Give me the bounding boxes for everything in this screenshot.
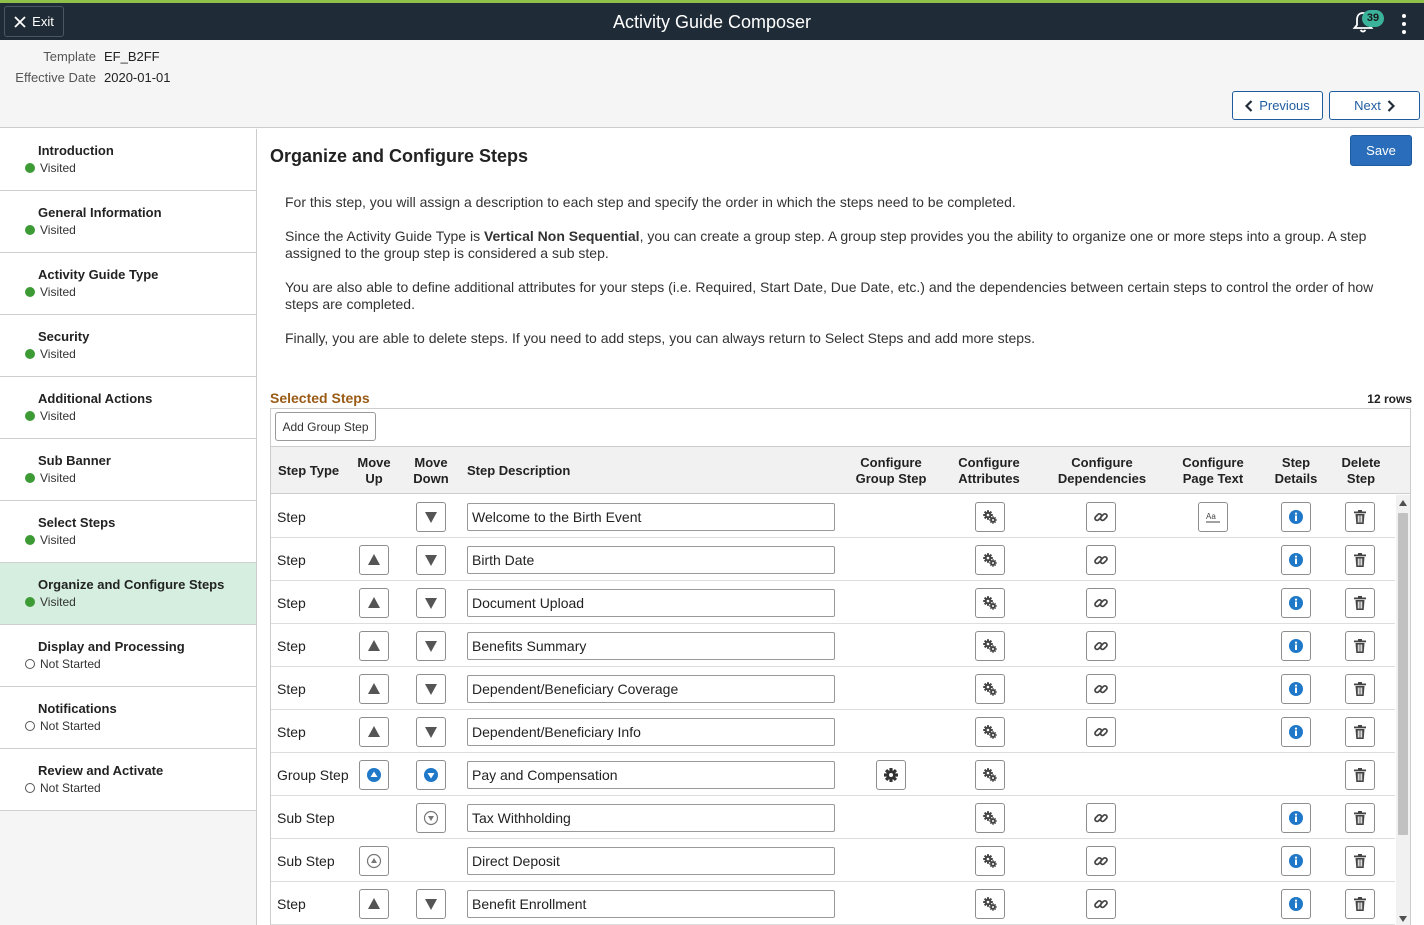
step-details-button[interactable] <box>1281 631 1311 661</box>
triangle-up-icon <box>367 725 381 739</box>
configure-attributes-button[interactable] <box>975 803 1005 833</box>
delete-step-button[interactable] <box>1345 674 1375 704</box>
configure-dependencies-button[interactable] <box>1086 502 1116 532</box>
triangle-up-icon <box>367 596 381 610</box>
sidebar-item-security[interactable] <box>0 315 256 377</box>
step-row <box>271 753 1395 796</box>
sidebar-item-sub-banner[interactable] <box>0 439 256 501</box>
sidebar-item-review-and-activate[interactable] <box>0 749 256 811</box>
move-up-button[interactable] <box>359 760 389 790</box>
link-icon <box>1093 552 1109 568</box>
triangle-up-icon <box>367 553 381 567</box>
configure-page-text-button[interactable] <box>1198 502 1228 532</box>
step-row <box>271 538 1395 581</box>
trash-icon <box>1353 552 1367 568</box>
configure-dependencies-button[interactable] <box>1086 674 1116 704</box>
intro-paragraph-4: Finally, you are able to delete steps. If you need to add steps, you can always return to Select Steps and add more steps. <box>285 330 1035 346</box>
step-row <box>271 882 1395 925</box>
step-row <box>271 495 1395 538</box>
configure-attributes-button[interactable] <box>975 588 1005 618</box>
col-configure-page-text <box>1164 447 1262 495</box>
sidebar-item-status: Not Started <box>40 657 101 671</box>
configure-dependencies-button[interactable] <box>1086 846 1116 876</box>
delete-step-button[interactable] <box>1345 803 1375 833</box>
sidebar-item-status: Not Started <box>40 719 101 733</box>
sidebar-item-label: Activity Guide Type <box>38 267 159 282</box>
configure-attributes-button[interactable] <box>975 502 1005 532</box>
delete-step-button[interactable] <box>1345 502 1375 532</box>
selected-steps-title: Selected Steps <box>270 390 370 406</box>
sidebar-item-status: Not Started <box>40 781 101 795</box>
move-down-button[interactable] <box>416 674 446 704</box>
delete-step-button[interactable] <box>1345 717 1375 747</box>
step-description-input[interactable] <box>467 675 835 703</box>
triangle-up-icon <box>367 897 381 911</box>
col-cfg-page-line2: Page Text <box>1182 471 1244 486</box>
step-row <box>271 667 1395 710</box>
not-started-status-icon <box>25 659 35 669</box>
info-icon <box>1288 552 1304 568</box>
scroll-up-arrow-icon[interactable] <box>1399 500 1407 506</box>
move-down-button[interactable] <box>416 502 446 532</box>
previous-label: Previous <box>1259 98 1310 113</box>
step-details-button[interactable] <box>1281 502 1311 532</box>
col-delete-line1: Delete <box>1341 455 1381 470</box>
step-description-input[interactable] <box>467 847 835 875</box>
step-description-input[interactable] <box>467 804 835 832</box>
gears-icon <box>982 724 998 740</box>
trash-icon <box>1353 767 1367 783</box>
sidebar-item-status: Visited <box>40 471 76 485</box>
configure-attributes-button[interactable] <box>975 545 1005 575</box>
row-count: 12 rows <box>1367 392 1412 406</box>
sidebar-item-label: Notifications <box>38 701 117 716</box>
visited-status-icon <box>25 349 35 359</box>
template-row <box>0 49 160 64</box>
col-move-up <box>349 447 399 495</box>
col-cfg-group-line2: Group Step <box>855 471 927 486</box>
configure-dependencies-button[interactable] <box>1086 588 1116 618</box>
step-description-input[interactable] <box>467 890 835 918</box>
gears-icon <box>982 896 998 912</box>
intro-p2-text: Since the Activity Guide Type is <box>285 228 484 244</box>
trash-icon <box>1353 853 1367 869</box>
col-move-up-line2: Up <box>365 471 383 486</box>
add-group-step-button[interactable]: Add Group Step <box>275 412 376 441</box>
move-down-button[interactable] <box>416 717 446 747</box>
step-type: Step <box>277 508 306 525</box>
gears-icon <box>982 767 998 783</box>
step-row <box>271 839 1395 882</box>
info-icon <box>1288 724 1304 740</box>
main-content <box>258 129 1424 925</box>
delete-step-button[interactable] <box>1345 545 1375 575</box>
configure-attributes-button[interactable] <box>975 631 1005 661</box>
visited-status-icon <box>25 163 35 173</box>
delete-step-button[interactable] <box>1345 588 1375 618</box>
effective-date-value: 2020-01-01 <box>104 70 171 85</box>
move-up-button[interactable] <box>359 588 389 618</box>
trash-icon <box>1353 595 1367 611</box>
col-configure-group-step <box>843 447 939 495</box>
link-icon <box>1093 509 1109 525</box>
delete-step-button[interactable] <box>1345 760 1375 790</box>
not-started-status-icon <box>25 721 35 731</box>
visited-status-icon <box>25 225 35 235</box>
triangle-down-icon <box>424 682 438 696</box>
delete-step-button[interactable] <box>1345 889 1375 919</box>
visited-status-icon <box>25 597 35 607</box>
trash-icon <box>1353 509 1367 525</box>
sidebar-item-label: General Information <box>38 205 162 220</box>
move-up-button[interactable] <box>359 545 389 575</box>
sidebar-item-additional-actions[interactable] <box>0 377 256 439</box>
gears-icon <box>982 853 998 869</box>
gears-icon <box>982 509 998 525</box>
move-up-button[interactable] <box>359 674 389 704</box>
configure-attributes-button[interactable] <box>975 846 1005 876</box>
app-title: Activity Guide Composer <box>612 12 812 32</box>
sidebar-item-select-steps[interactable] <box>0 501 256 563</box>
scrollbar-thumb[interactable] <box>1398 513 1408 835</box>
trash-icon <box>1353 810 1367 826</box>
intro-paragraph-1: For this step, you will assign a description to each step and specify the order in which the steps need to be completed. <box>285 194 1016 210</box>
sidebar-item-label: Review and Activate <box>38 763 164 778</box>
link-icon <box>1093 810 1109 826</box>
step-details-button[interactable] <box>1281 846 1311 876</box>
configure-attributes-button[interactable] <box>975 717 1005 747</box>
col-delete-line2: Step <box>1346 471 1376 486</box>
col-cfg-attr-line1: Configure <box>958 455 1020 470</box>
delete-step-button[interactable] <box>1345 631 1375 661</box>
move-down-button[interactable] <box>416 889 446 919</box>
step-details-button[interactable] <box>1281 803 1311 833</box>
step-row <box>271 796 1395 839</box>
info-icon <box>1288 896 1304 912</box>
col-cfg-dep-line2: Dependencies <box>1057 471 1147 486</box>
notification-count-badge: 39 <box>1362 10 1384 27</box>
sidebar-item-status: Visited <box>40 595 76 609</box>
configure-dependencies-button[interactable] <box>1086 545 1116 575</box>
intro-paragraph-2 <box>285 228 1405 262</box>
step-description-input[interactable] <box>467 503 835 531</box>
visited-status-icon <box>25 411 35 421</box>
move-down-button[interactable] <box>416 545 446 575</box>
scroll-down-arrow-icon[interactable] <box>1399 916 1407 922</box>
col-cfg-group-line1: Configure <box>860 455 922 470</box>
gear-icon <box>883 767 899 783</box>
trash-icon <box>1353 681 1367 697</box>
page-title: Organize and Configure Steps <box>270 146 529 166</box>
triangle-down-icon <box>424 725 438 739</box>
col-step-details <box>1266 447 1326 495</box>
previous-button[interactable] <box>1232 91 1323 120</box>
info-icon <box>1288 595 1304 611</box>
top-banner <box>0 0 1424 40</box>
col-delete-step <box>1331 447 1391 495</box>
configure-dependencies-button[interactable] <box>1086 717 1116 747</box>
configure-attributes-button[interactable] <box>975 889 1005 919</box>
selected-steps-grid <box>270 408 1411 925</box>
sidebar-item-label: Security <box>38 329 90 344</box>
template-label: Template <box>43 49 96 64</box>
col-cfg-dep-line1: Configure <box>1071 455 1133 470</box>
gears-icon <box>982 552 998 568</box>
configure-group-step-button[interactable] <box>876 760 906 790</box>
sidebar-item-label: Display and Processing <box>38 639 185 654</box>
sidebar-item-label: Organize and Configure Steps <box>38 577 225 592</box>
sidebar-item-label: Sub Banner <box>38 453 111 468</box>
sidebar-item-status: Visited <box>40 223 76 237</box>
info-icon <box>1288 509 1304 525</box>
next-label: Next <box>1354 98 1381 113</box>
info-icon <box>1288 638 1304 654</box>
sidebar-item-label: Introduction <box>38 143 114 158</box>
step-type: Step <box>277 551 306 568</box>
visited-status-icon <box>25 287 35 297</box>
info-icon <box>1288 681 1304 697</box>
step-details-button[interactable] <box>1281 674 1311 704</box>
actions-menu-icon[interactable] <box>1396 14 1412 34</box>
sidebar-item-notifications[interactable] <box>0 687 256 749</box>
col-details-line1: Step <box>1281 455 1311 470</box>
sidebar-item-general-information[interactable] <box>0 191 256 253</box>
move-up-button[interactable] <box>359 717 389 747</box>
next-button[interactable] <box>1329 91 1420 120</box>
sidebar-item-introduction[interactable] <box>0 129 256 191</box>
step-details-button[interactable] <box>1281 889 1311 919</box>
gears-icon <box>982 638 998 654</box>
triangle-down-icon <box>424 897 438 911</box>
move-down-button[interactable] <box>416 803 446 833</box>
visited-status-icon <box>25 535 35 545</box>
save-button[interactable]: Save <box>1350 135 1412 166</box>
sidebar-item-status: Visited <box>40 161 76 175</box>
step-details-button[interactable] <box>1281 588 1311 618</box>
intro-paragraph-3: You are also able to define additional attributes for your steps (i.e. Required, Start Date, Due Date, etc.) and the dependencies between certain steps to control the order of how steps are completed. <box>285 279 1374 312</box>
triangle-down-icon <box>424 639 438 653</box>
triangle-down-icon <box>424 510 438 524</box>
step-details-button[interactable] <box>1281 717 1311 747</box>
link-icon <box>1093 853 1109 869</box>
col-move-up-line1: Move <box>357 455 391 470</box>
info-icon <box>1288 810 1304 826</box>
sidebar-item-organize-and-configure-steps[interactable] <box>0 563 256 625</box>
sidebar-item-label: Select Steps <box>38 515 116 530</box>
template-value: EF_B2FF <box>104 49 160 64</box>
step-row <box>271 710 1395 753</box>
col-step-description: Step Description <box>467 463 571 478</box>
delete-step-button[interactable] <box>1345 846 1375 876</box>
col-move-down <box>406 447 456 495</box>
triangle-up-icon <box>367 682 381 696</box>
step-details-button[interactable] <box>1281 545 1311 575</box>
trash-icon <box>1353 896 1367 912</box>
col-configure-dependencies <box>1043 447 1161 495</box>
effective-date-row <box>0 70 171 85</box>
grid-scrollbar[interactable] <box>1396 495 1410 925</box>
sidebar-item-label: Additional Actions <box>38 391 153 406</box>
col-move-down-line2: Down <box>413 471 449 486</box>
circle-up-outline-icon <box>366 853 382 869</box>
gears-icon <box>982 681 998 697</box>
triangle-down-icon <box>424 596 438 610</box>
link-icon <box>1093 638 1109 654</box>
intro-p2-text-end: , you can create a group step. A group step provides you the ability to organize one or more steps into a group. A step assigned to the group step is considered a sub step. <box>285 228 1367 261</box>
col-details-line2: Details <box>1274 471 1318 486</box>
sidebar-item-activity-guide-type[interactable] <box>0 253 256 315</box>
trash-icon <box>1353 638 1367 654</box>
gears-icon <box>982 595 998 611</box>
circle-up-icon <box>366 767 382 783</box>
not-started-status-icon <box>25 783 35 793</box>
sidebar-item-status: Visited <box>40 285 76 299</box>
step-row <box>271 581 1395 624</box>
col-configure-attributes <box>941 447 1037 495</box>
text-format-icon <box>1204 510 1222 524</box>
trash-icon <box>1353 724 1367 740</box>
triangle-up-icon <box>367 639 381 653</box>
sidebar-item-status: Visited <box>40 409 76 423</box>
configure-dependencies-button[interactable] <box>1086 631 1116 661</box>
move-down-button[interactable] <box>416 760 446 790</box>
grid-header <box>271 446 1410 494</box>
step-type: Step <box>277 637 306 654</box>
sidebar-item-display-and-processing[interactable] <box>0 625 256 687</box>
circle-down-outline-icon <box>423 810 439 826</box>
step-navigation-sidebar <box>0 129 257 925</box>
activity-guide-type-name: Vertical Non Sequential <box>483 228 640 244</box>
sidebar-item-status: Visited <box>40 347 76 361</box>
step-type: Sub Step <box>277 852 335 869</box>
step-description-input[interactable] <box>467 632 835 660</box>
move-up-button[interactable] <box>359 631 389 661</box>
link-icon <box>1093 595 1109 611</box>
circle-down-icon <box>423 767 439 783</box>
col-cfg-attr-line2: Attributes <box>958 471 1020 486</box>
sidebar-item-status: Visited <box>40 533 76 547</box>
step-description-input[interactable] <box>467 546 835 574</box>
step-row <box>271 624 1395 667</box>
effective-date-label: Effective Date <box>15 70 96 85</box>
configure-attributes-button[interactable] <box>975 674 1005 704</box>
step-type: Step <box>277 895 306 912</box>
step-type: Group Step <box>277 766 349 783</box>
link-icon <box>1093 681 1109 697</box>
step-type: Step <box>277 723 306 740</box>
step-type: Step <box>277 680 306 697</box>
triangle-down-icon <box>424 553 438 567</box>
col-step-type: Step Type <box>278 463 340 478</box>
configure-dependencies-button[interactable] <box>1086 889 1116 919</box>
move-down-button[interactable] <box>416 631 446 661</box>
page-header <box>0 40 1424 128</box>
visited-status-icon <box>25 473 35 483</box>
exit-label: Exit <box>32 14 54 29</box>
gears-icon <box>982 810 998 826</box>
chevron-left-icon <box>1245 100 1253 112</box>
move-up-button[interactable] <box>359 889 389 919</box>
move-down-button[interactable] <box>416 588 446 618</box>
step-description-input[interactable] <box>467 761 835 789</box>
configure-dependencies-button[interactable] <box>1086 803 1116 833</box>
move-up-button[interactable] <box>359 846 389 876</box>
col-move-down-line1: Move <box>414 455 448 470</box>
info-icon <box>1288 853 1304 869</box>
step-type: Sub Step <box>277 809 335 826</box>
step-description-input[interactable] <box>467 589 835 617</box>
step-description-input[interactable] <box>467 718 835 746</box>
chevron-right-icon <box>1387 100 1395 112</box>
svg-text:Aa: Aa <box>1206 511 1216 521</box>
link-icon <box>1093 724 1109 740</box>
step-type: Step <box>277 594 306 611</box>
configure-attributes-button[interactable] <box>975 760 1005 790</box>
link-icon <box>1093 896 1109 912</box>
col-cfg-page-line1: Configure <box>1182 455 1244 470</box>
